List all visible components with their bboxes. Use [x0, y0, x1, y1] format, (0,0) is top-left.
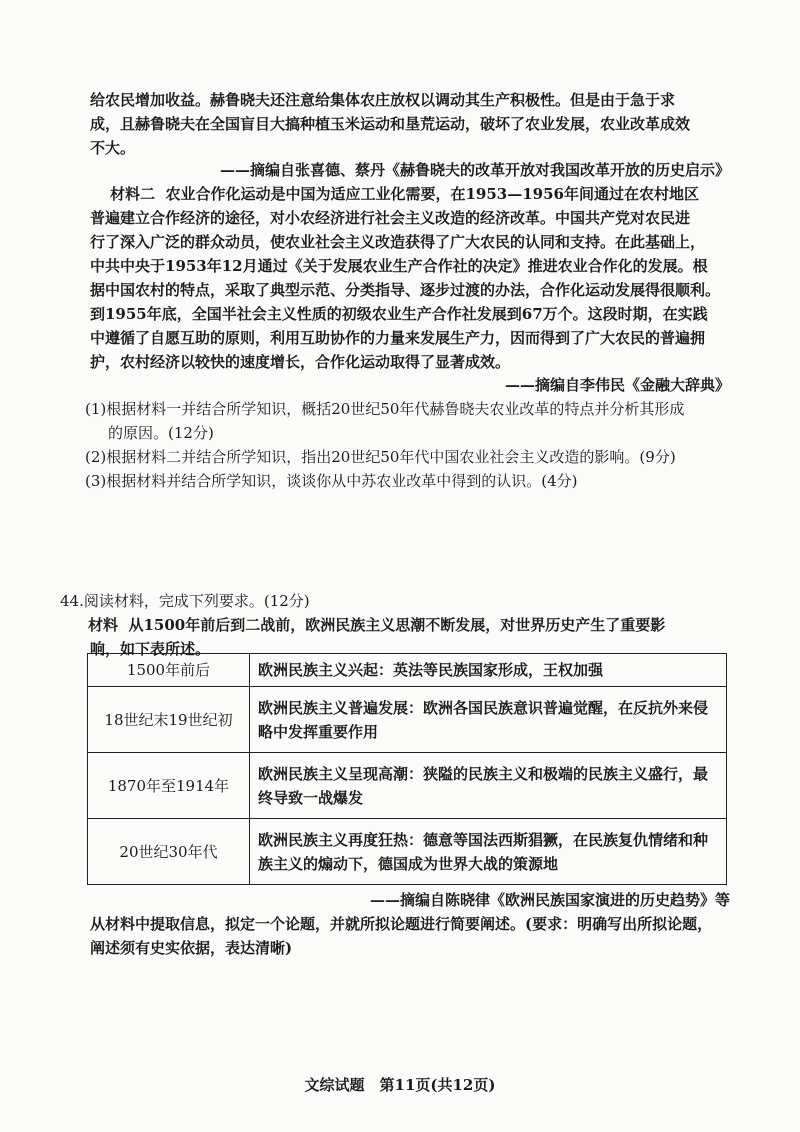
- table-desc: 欧洲民族主义兴起：英法等民族国家形成，王权加强: [250, 654, 727, 687]
- source-material-1: ——摘编自张喜德、蔡丹《赫鲁晓夫的改革开放对我国改革开放的历史启示》: [219, 161, 730, 179]
- material-2-label: 材料二: [110, 185, 156, 203]
- table-desc: 欧洲民族主义呈现高潮：狭隘的民族主义和极端的民族主义盛行，最终导致一战爆发: [250, 753, 727, 819]
- material-2-line-3: 行了深入广泛的群众动员，使农业社会主义改造获得了广大农民的认同和支持。在此基础上，: [90, 233, 706, 251]
- material-2-line-4: 中共中央于1953年12月通过《关于发展农业生产合作社的决定》推进农业合作化的发展。根: [90, 257, 708, 275]
- source-question-44: ——摘编自陈晓律《欧洲民族国家演进的历史趋势》等: [369, 891, 730, 909]
- question-1-line-1: (1)根据材料一并结合所学知识，概括20世纪50年代赫鲁晓夫农业改革的特点并分析其形成: [85, 400, 685, 418]
- table-desc: 欧洲民族主义再度狂热：德意等国法西斯猖獗，在民族复仇情绪和种族主义的煽动下，德国成为世界大战的策源地: [250, 819, 727, 885]
- intro-line-1: 给农民增加收益。赫鲁晓夫还注意给集体农庄放权以调动其生产积极性。但是由于急于求: [90, 91, 676, 109]
- table-period: 1500年前后: [88, 654, 250, 687]
- material-2-line-7: 中遵循了自愿互助的原则，利用互助协作的力量来发展生产力，因而得到了广大农民的普遍拥: [90, 329, 706, 347]
- intro-line-2: 成，且赫鲁晓夫在全国盲目大搞种植玉米运动和垦荒运动，破坏了农业发展，农业改革成效: [90, 115, 691, 133]
- page-footer: 文综试题 第11页(共12页): [304, 1076, 496, 1094]
- material-2-text-1: 农业合作化运动是中国为适应工业化需要，在1953—1956年间通过在农村地区: [165, 185, 699, 203]
- table-period: 20世纪30年代: [88, 819, 250, 885]
- material-2-line-5: 据中国农村的特点，采取了典型示范、分类指导、逐步过渡的办法，合作化运动发展得很顺利。: [90, 281, 721, 299]
- question-1-line-2: 的原因。(12分): [108, 424, 214, 442]
- table-period: 18世纪末19世纪初: [88, 687, 250, 753]
- question-44-task-line-1: 从材料中提取信息，拟定一个论题，并就所拟论题进行简要阐述。(要求：明确写出所拟论题，: [90, 915, 713, 933]
- material-2-line-8: 护，农村经济以较快的速度增长，合作化运动取得了显著成效。: [90, 353, 511, 371]
- material-2-line-2: 普遍建立合作经济的途径，对小农经济进行社会主义改造的经济改革。中国共产党对农民进: [90, 209, 691, 227]
- nationalism-table: [87, 653, 727, 885]
- question-44-material-text-1: 从1500年前后到二战前，欧洲民族主义思潮不断发展，对世界历史产生了重要影: [128, 616, 666, 634]
- question-2: (2)根据材料二并结合所学知识，指出20世纪50年代中国农业社会主义改造的影响。(9分): [85, 448, 676, 466]
- source-material-2: ——摘编自李伟民《金融大辞典》: [504, 376, 730, 394]
- question-44-material-label: 材料: [88, 616, 119, 634]
- question-44-heading: 44.阅读材料，完成下列要求。(12分): [60, 592, 310, 610]
- table-row: [88, 654, 727, 687]
- table-row: [88, 687, 727, 753]
- table-row: [88, 753, 727, 819]
- table-desc: 欧洲民族主义普遍发展：欧洲各国民族意识普遍觉醒，在反抗外来侵略中发挥重要作用: [250, 687, 727, 753]
- intro-line-3: 不大。: [90, 139, 136, 157]
- table-period: 1870年至1914年: [88, 753, 250, 819]
- question-3: (3)根据材料并结合所学知识，谈谈你从中苏农业改革中得到的认识。(4分): [85, 472, 578, 490]
- material-2-line-6: 到1955年底，全国半社会主义性质的初级农业生产合作社发展到67万个。这段时期，在实践: [90, 305, 708, 323]
- table-row: [88, 819, 727, 885]
- material-2-line-1: [110, 182, 730, 206]
- question-44-material-line-1: [88, 613, 730, 637]
- question-44-task-line-2: 阐述须有史实依据，表达清晰): [90, 939, 293, 957]
- question-44-material-line-2: 响，如下表所述。: [90, 640, 211, 658]
